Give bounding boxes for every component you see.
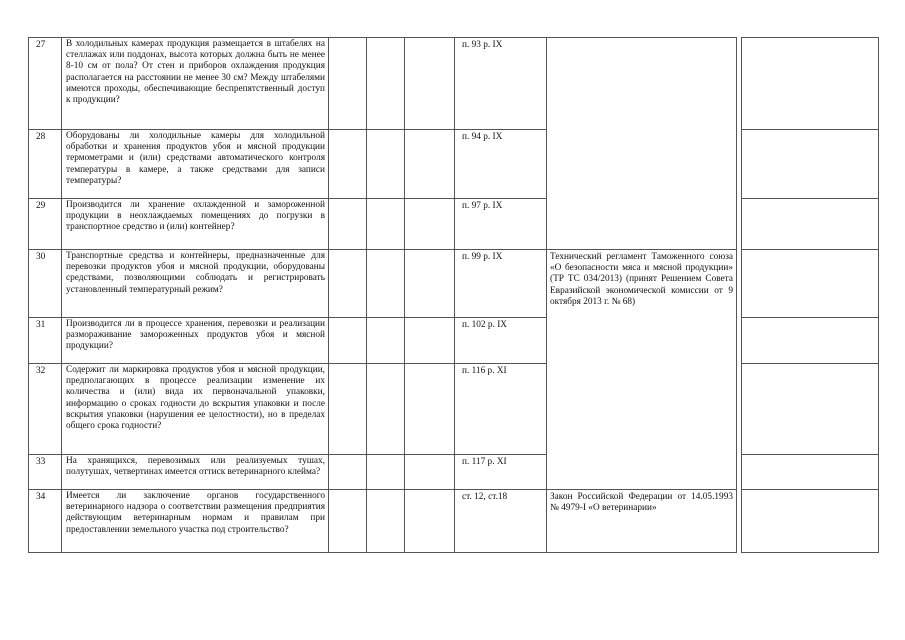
row-number: 32	[29, 364, 62, 455]
note-cell[interactable]	[742, 364, 879, 455]
note-cell[interactable]	[742, 130, 879, 199]
answer-cell[interactable]	[367, 318, 405, 364]
table-row	[29, 199, 879, 250]
table-row	[29, 130, 879, 199]
answer-cell[interactable]	[367, 455, 405, 490]
row-number: 33	[29, 455, 62, 490]
law-cell-empty	[547, 38, 737, 250]
note-cell[interactable]	[742, 490, 879, 553]
row-question: Оборудованы ли холодильные камеры для холодильной обработки и хранения продуктов убоя и мясной продукции термометрами и (или) средствами автоматического контроля температуры в камере, а также средствами для записи температуры?	[62, 130, 329, 199]
answer-cell[interactable]	[367, 130, 405, 199]
answer-cell[interactable]	[405, 38, 455, 130]
row-number: 31	[29, 318, 62, 364]
answer-cell[interactable]	[405, 199, 455, 250]
table-row	[29, 490, 879, 553]
answer-cell[interactable]	[367, 38, 405, 130]
note-cell[interactable]	[742, 455, 879, 490]
row-question: На хранящихся, перевозимых или реализуемых тушах, полутушах, четвертинах имеется оттиск ветеринарного клейма?	[62, 455, 329, 490]
table-row	[29, 38, 879, 130]
row-question: Транспортные средства и контейнеры, предназначенные для перевозки продуктов убоя и мясной продукции, оборудованы средствами, позволяющими соблюдать и регистрировать установленный температурный режим?	[62, 250, 329, 318]
table-row	[29, 318, 879, 364]
row-reference: п. 99 р. IX	[455, 250, 547, 318]
row-reference: п. 93 р. IX	[455, 38, 547, 130]
answer-cell[interactable]	[329, 199, 367, 250]
checklist-sheet	[28, 37, 878, 553]
answer-cell[interactable]	[405, 250, 455, 318]
answer-cell[interactable]	[329, 490, 367, 553]
row-number: 34	[29, 490, 62, 553]
row-number: 27	[29, 38, 62, 130]
answer-cell[interactable]	[405, 455, 455, 490]
note-cell[interactable]	[742, 318, 879, 364]
law-veterinary: Закон Российской Федерации от 14.05.1993 № 4979-I «О ветеринарии»	[547, 490, 737, 553]
answer-cell[interactable]	[405, 490, 455, 553]
row-question: Содержит ли маркировка продуктов убоя и мясной продукции, предполагающих в процессе реализации изменение их количества и (или) вида их первоначальной упаковки, информацию о сроках годности до вскрытия упаковки и после вскрытия упаковки (нарушения ее целостности), но в пределах общего срока годности?	[62, 364, 329, 455]
table-row	[29, 455, 879, 490]
answer-cell[interactable]	[329, 250, 367, 318]
checklist-table	[28, 37, 879, 553]
row-question: Производится ли в процессе хранения, перевозки и реализации размораживание замороженных продуктов убоя и мясной продукции?	[62, 318, 329, 364]
row-reference: ст. 12, ст.18	[455, 490, 547, 553]
answer-cell[interactable]	[367, 364, 405, 455]
answer-cell[interactable]	[367, 199, 405, 250]
row-number: 28	[29, 130, 62, 199]
answer-cell[interactable]	[329, 130, 367, 199]
answer-cell[interactable]	[329, 455, 367, 490]
row-reference: п. 117 р. XI	[455, 455, 547, 490]
answer-cell[interactable]	[405, 364, 455, 455]
row-question: Имеется ли заключение органов государственного ветеринарного надзора о соответствии размещения предприятия действующим ветеринарным нормам и правилам при предоставлении земельного участка под строительство?	[62, 490, 329, 553]
answer-cell[interactable]	[405, 318, 455, 364]
answer-cell[interactable]	[367, 250, 405, 318]
note-cell[interactable]	[742, 250, 879, 318]
row-number: 30	[29, 250, 62, 318]
row-reference: п. 94 р. IX	[455, 130, 547, 199]
row-reference: п. 116 р. XI	[455, 364, 547, 455]
note-cell[interactable]	[742, 38, 879, 130]
answer-cell[interactable]	[367, 490, 405, 553]
row-question: Производится ли хранение охлажденной и замороженной продукции в неохлаждаемых помещениях до погрузки в транспортное средство и (или) контейнер?	[62, 199, 329, 250]
row-number: 29	[29, 199, 62, 250]
law-technical-regulation: Технический регламент Таможенного союза «О безопасности мяса и мясной продукции» (ТР ТС 034/2013) (принят Решением Совета Евразийской экономической комиссии от 9 октября 2013 г. № 68)	[547, 250, 737, 490]
row-reference: п. 102 р. IX	[455, 318, 547, 364]
row-question: В холодильных камерах продукция размещается в штабелях на стеллажах или поддонах, высота которых должна быть не менее 8-10 см от пола? От стен и приборов охлаждения продукция располагается на расстоянии не менее 30 см? Между штабелями имеются проходы, обеспечивающие беспрепятственный доступ к продукции?	[62, 38, 329, 130]
table-row	[29, 250, 879, 318]
answer-cell[interactable]	[329, 318, 367, 364]
table-row	[29, 364, 879, 455]
row-reference: п. 97 р. IX	[455, 199, 547, 250]
answer-cell[interactable]	[329, 364, 367, 455]
answer-cell[interactable]	[405, 130, 455, 199]
answer-cell[interactable]	[329, 38, 367, 130]
note-cell[interactable]	[742, 199, 879, 250]
